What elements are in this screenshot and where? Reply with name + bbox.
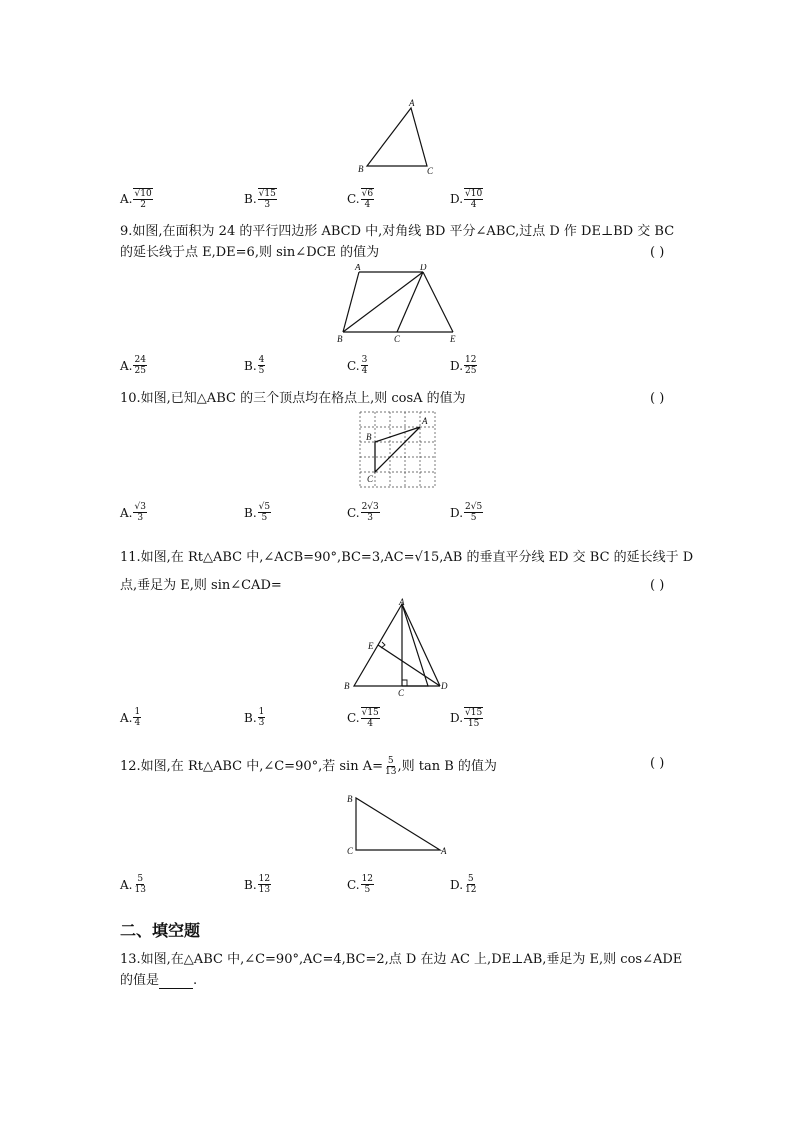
q9-label-d: D xyxy=(420,264,427,272)
q10-label-a: A xyxy=(422,416,428,426)
q12-right-triangle-figure xyxy=(344,790,454,860)
q10-question-line1: 10.如图,已知△ABC 的三个顶点均在格点上,则 cosA 的值为 xyxy=(120,391,466,406)
q10-answer-bracket[interactable]: ( ) xyxy=(650,391,665,406)
q9-label-e: E xyxy=(450,334,456,344)
q8-label-a: A xyxy=(409,98,415,108)
q13-answer-blank[interactable] xyxy=(159,976,193,989)
q10-grid-figure xyxy=(358,410,438,490)
q12-option-c[interactable]: C. $\frac{12}{5}$ xyxy=(347,874,374,895)
q9-answer-bracket[interactable]: ( ) xyxy=(650,245,665,260)
q12-option-b[interactable]: B. $\frac{12}{13}$ xyxy=(244,874,271,895)
q10-label-b: B xyxy=(366,432,372,442)
q8-label-b: B xyxy=(358,164,364,174)
q12-label-b: B xyxy=(347,794,353,804)
q8-option-c[interactable]: C. $\frac{√6}{4}$ xyxy=(347,189,374,210)
q11-label-e: E xyxy=(368,641,374,651)
q11-option-b[interactable]: B. $\frac{1}{3}$ xyxy=(244,707,265,728)
q8-option-a[interactable]: A. $\frac{√10}{2}$ xyxy=(120,189,152,210)
q12-option-a[interactable]: A. $\frac{5}{13}$ xyxy=(120,874,146,895)
q12-question-text-post: ,则 tan B 的值为 xyxy=(397,758,497,774)
q11-question-line1: 11.如图,在 Rt△ABC 中,∠ACB=90°,BC=3,AC=√15,AB 的垂直平分线 ED 交 BC 的延长线于 D xyxy=(120,550,694,565)
q10-label-c: C xyxy=(367,474,374,484)
q9-option-b[interactable]: B. $\frac{4}{5}$ xyxy=(244,355,265,376)
q11-question-line2: 点,垂足为 E,则 sin∠CAD= xyxy=(120,578,282,593)
q10-option-d[interactable]: D. $\frac{2√5}{5}$ xyxy=(450,502,483,523)
q11-label-b: B xyxy=(344,681,350,691)
q12-answer-bracket[interactable]: ( ) xyxy=(650,756,665,771)
q10-option-b[interactable]: B. $\frac{√5}{5}$ xyxy=(244,502,271,523)
q10-option-c[interactable]: C. $\frac{2√3}{3}$ xyxy=(347,502,379,523)
q11-label-d: D xyxy=(441,681,448,691)
q9-option-d[interactable]: D. $\frac{12}{25}$ xyxy=(450,355,477,376)
q12-label-c: C xyxy=(347,846,354,856)
q9-question-line1: 9.如图,在面积为 24 的平行四边形 ABCD 中,对角线 BD 平分∠ABC,过点 D 作 DE⊥BD 交 BC xyxy=(120,224,675,239)
q11-label-a: A xyxy=(399,597,405,607)
q9-question-line2: 的延长线于点 E,DE=6,则 sin∠DCE 的值为 xyxy=(120,245,380,260)
q12-question-text-pre: 12.如图,在 Rt△ABC 中,∠C=90°,若 sin A= xyxy=(120,758,383,774)
q13-question-line1: 13.如图,在△ABC 中,∠C=90°,AC=4,BC=2,点 D 在边 AC 上,DE⊥AB,垂足为 E,则 cos∠ADE xyxy=(120,952,683,967)
q12-option-d[interactable]: D. $\frac{5}{12}$ xyxy=(450,874,477,895)
q9-label-a: A xyxy=(355,264,361,272)
q8-label-c: C xyxy=(427,166,434,176)
q11-option-c[interactable]: C. $\frac{√15}{4}$ xyxy=(347,708,379,729)
q9-parallelogram-figure xyxy=(335,264,465,344)
q11-option-a[interactable]: A. $\frac{1}{4}$ xyxy=(120,707,141,728)
q8-option-d[interactable]: D. $\frac{√10}{4}$ xyxy=(450,189,483,210)
q9-label-c: C xyxy=(394,334,401,344)
q10-option-a[interactable]: A. $\frac{√3}{3}$ xyxy=(120,502,146,523)
q12-sin-fraction: $\frac{5}{13}$ xyxy=(385,756,397,777)
q12-question-line1 xyxy=(120,756,497,777)
q12-label-a: A xyxy=(441,846,447,856)
q8-triangle-figure xyxy=(355,98,445,176)
q9-label-b: B xyxy=(337,334,343,344)
q13-line2-text: 的值是 xyxy=(120,973,160,988)
section-heading-fill-in: 二、填空题 xyxy=(120,921,201,940)
q11-answer-bracket[interactable]: ( ) xyxy=(650,578,665,593)
q11-option-d[interactable]: D. $\frac{√15}{15}$ xyxy=(450,708,483,729)
q13-question-line2 xyxy=(120,973,197,989)
q9-option-c[interactable]: C. $\frac{3}{4}$ xyxy=(347,355,368,376)
q9-option-a[interactable]: A. $\frac{24}{25}$ xyxy=(120,355,146,376)
q11-label-c: C xyxy=(398,688,405,698)
q11-triangle-figure xyxy=(340,596,455,700)
q13-line2-end: . xyxy=(193,973,198,988)
q8-option-b[interactable]: B. $\frac{√15}{3}$ xyxy=(244,189,276,210)
